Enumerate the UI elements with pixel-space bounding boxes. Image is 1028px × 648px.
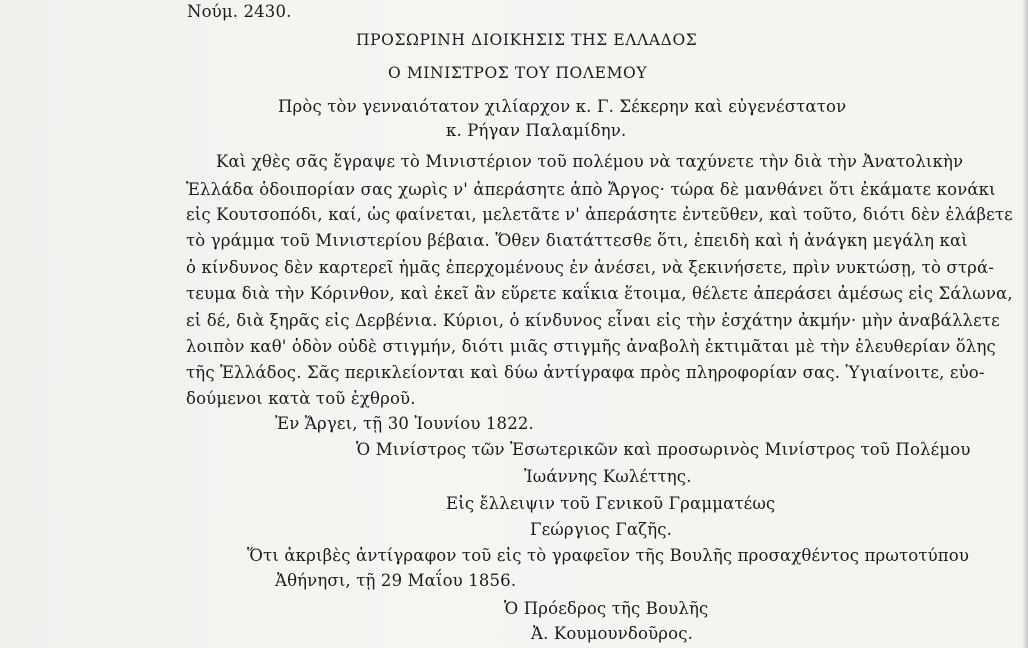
signer-name: Ἰωάννης Κωλέττης. (524, 467, 692, 486)
body-line: λοιπὸν καθ' ὁδὸν οὐδὲ στιγμήν, διότι μιᾶς στιγμῆς ἀναβολὴ ἐκτιμᾶται μὲ τὴν ἐλευθερίαν ὅλης (186, 337, 996, 356)
header-minister: Ο ΜΙΝΙΣΤΡΟΣ ΤΟΥ ΠΟΛΕΜΟΥ (388, 64, 648, 82)
page-edge-shadow (1022, 0, 1028, 648)
addressee-line-2: κ. Ρήγαν Παλαμίδην. (446, 121, 627, 140)
body-line: τευμα διὰ τὴν Κόρινθον, καὶ ἐκεῖ ἂν εὕρετε καΐκια ἕτοιμα, θέλετε ἀπεράσει ἀμέσως εἰς Σάλωνα, (186, 284, 1013, 303)
president-name: Ἀ. Κουμουνδοῦρος. (531, 624, 693, 643)
body-line: εἰς Κουτσοπόδι, καί, ὡς φαίνεται, μελετᾶτε ν' ἀπεράσητε ἐντεῦθεν, καὶ τοῦτο, διότι δὲν ἐλάβετε (186, 205, 1013, 224)
place-date: Ἐν Ἄργει, τῇ 30 Ἰουνίου 1822. (275, 414, 534, 433)
header-government: ΠΡΟΣΩΡΙΝΗ ΔΙΟΙΚΗΣΙΣ ΤΗΣ ΕΛΛΑΔΟΣ (356, 31, 698, 49)
secretary-name: Γεώργιος Γαζῆς. (530, 520, 673, 539)
body-line: ὁ κίνδυνος δὲν καρτερεῖ ἡμᾶς ἐπερχομένους ἐν ἀνέσει, νὰ ξεκινήσετε, πρὶν νυκτώσῃ, τὸ στρά- (186, 258, 994, 277)
document-number: Νούμ. 2430. (187, 2, 292, 21)
body-line: τῆς Ἑλλάδος. Σᾶς περικλείονται καὶ δύω ἀντίγραφα πρὸς πληροφορίαν σας. Ὑγιαίνοιτε, εὐο- (186, 363, 985, 382)
certification-place-date: Ἀθήνησι, τῇ 29 Μαΐου 1856. (275, 571, 517, 590)
body-line: τὸ γράμμα τοῦ Μινιστερίου βέβαια. Ὅθεν διατάττεσθε ὅτι, ἐπειδὴ καὶ ἡ ἀνάγκη μεγάλη καὶ (186, 231, 968, 250)
body-last-line: δούμενοι κατὰ τοῦ ἐχθροῦ. (186, 389, 416, 408)
secretary-title: Εἰς ἔλλειψιν τοῦ Γενικοῦ Γραμματέως (446, 494, 776, 513)
addressee-line-1: Πρὸς τὸν γενναιότατον χιλίαρχον κ. Γ. Σέκερην καὶ εὐγενέστατον (278, 97, 847, 116)
president-title: Ὁ Πρόεδρος τῆς Βουλῆς (504, 599, 709, 618)
body-line: Καὶ χθὲς σᾶς ἔγραψε τὸ Μινιστέριον τοῦ πολέμου νὰ ταχύνετε τὴν διὰ τὴν Ἀνατολικὴν (216, 152, 964, 171)
certification-line: Ὅτι ἀκριβὲς ἀντίγραφον τοῦ εἰς τὸ γραφεῖον τῆς Βουλῆς προσαχθέντος πρωτοτύπου (247, 546, 970, 565)
body-line: εἰ δέ, διὰ ξηρᾶς εἰς Δερβένια. Κύριοι, ὁ κίνδυνος εἶναι εἰς τὴν ἐσχάτην ἀκμήν· μὴν ἀναβάλλετε (186, 311, 1000, 330)
body-line: Ἑλλάδα ὁδοιπορίαν σας χωρὶς ν' ἀπεράσητε ἀπὸ Ἄργος· τώρα δὲ μανθάνει ὅτι ἐκάματε κονάκι (186, 180, 996, 199)
signer-title: Ὁ Μινίστρος τῶν Ἐσωτερικῶν καὶ προσωρινὸς Μινίστρος τοῦ Πολέμου (356, 440, 971, 459)
